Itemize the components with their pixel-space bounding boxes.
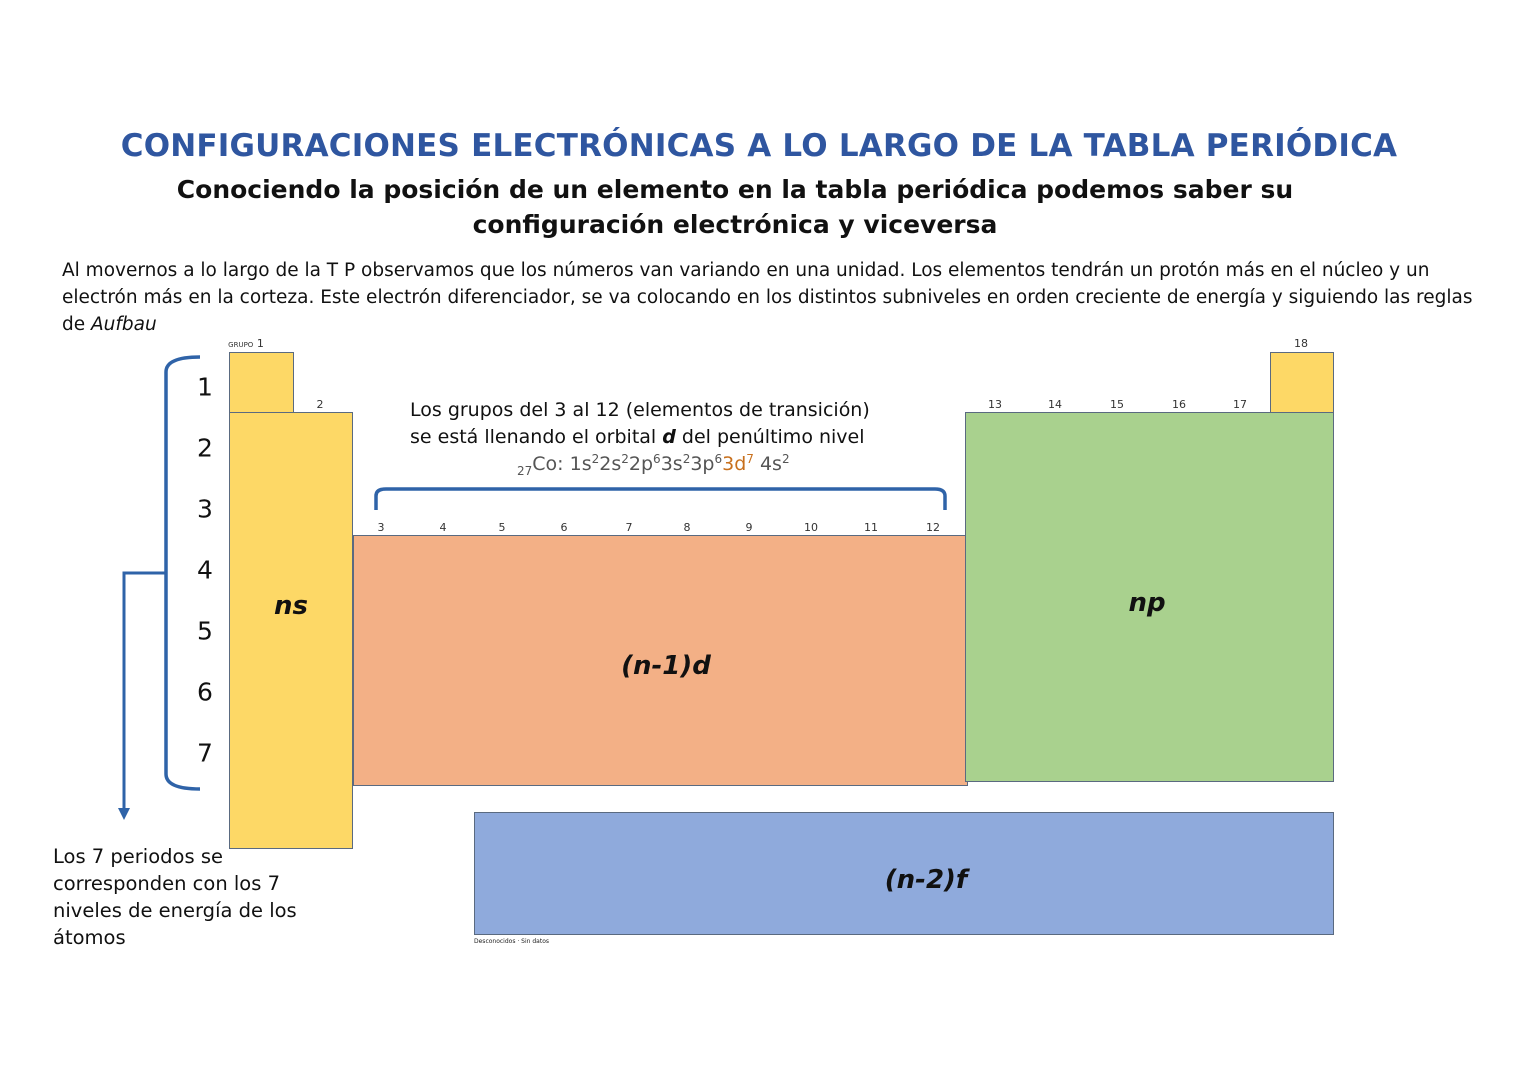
group-9-label: 9 bbox=[745, 521, 753, 534]
period-6-label: 6 bbox=[197, 677, 213, 707]
group-1-number: 1 bbox=[256, 337, 264, 350]
transition-bracket bbox=[376, 489, 945, 510]
group-1-label bbox=[228, 337, 264, 350]
p-block-label: np bbox=[1128, 588, 1166, 618]
group-4-label: 4 bbox=[439, 521, 447, 534]
config-term-2p: $2p^6$ bbox=[628, 452, 661, 475]
config-term-3p: $3p^6$ bbox=[690, 452, 723, 475]
group-8-label: 8 bbox=[683, 521, 691, 534]
group-14-label: 14 bbox=[1048, 398, 1062, 411]
cobalt-atomic-number: 27 bbox=[517, 464, 533, 478]
config-term-3s: $3s^2$ bbox=[660, 452, 691, 475]
period-3-label: 3 bbox=[197, 494, 213, 524]
period-1-label: 1 bbox=[197, 372, 213, 402]
period-7-label: 7 bbox=[197, 738, 213, 768]
periods-bracket bbox=[166, 357, 200, 789]
group-11-label: 11 bbox=[864, 521, 878, 534]
group-prefix: GRUPO bbox=[228, 341, 254, 349]
group-12-label: 12 bbox=[926, 521, 940, 534]
config-term-4s: $4s^2$ bbox=[753, 452, 790, 475]
period-4-label: 4 bbox=[197, 555, 213, 585]
config-term-2s: $2s^2$ bbox=[599, 452, 629, 475]
intro-paragraph bbox=[62, 257, 1482, 338]
config-term-3d-highlight: $3d^7$ bbox=[722, 452, 754, 475]
group-10-label: 10 bbox=[804, 521, 818, 534]
group-18-period-1 bbox=[1270, 352, 1334, 413]
subtitle: Conociendo la posición de un elemento en la tabla periódica podemos saber su configuración electrónica y viceversa bbox=[176, 175, 1294, 239]
period-2-label: 2 bbox=[197, 433, 213, 463]
transition-note-line-2-start: se está llenando el orbital bbox=[410, 426, 663, 448]
group-3-label: 3 bbox=[377, 521, 385, 534]
transition-note bbox=[410, 397, 970, 451]
transition-note-line-2-end: del penúltimo nivel bbox=[675, 426, 865, 448]
group-15-label: 15 bbox=[1110, 398, 1124, 411]
legend-tiny: Desconocidos · Sin datos bbox=[474, 938, 549, 945]
group-6-label: 6 bbox=[560, 521, 568, 534]
main-title: CONFIGURACIONES ELECTRÓNICAS A LO LARGO DE LA TABLA PERIÓDICA bbox=[120, 128, 1398, 164]
config-term-1s: $1s^2$ bbox=[563, 452, 600, 475]
periods-arrow-head bbox=[118, 808, 130, 820]
group-13-label: 13 bbox=[988, 398, 1002, 411]
group-17-label: 17 bbox=[1233, 398, 1247, 411]
orbital-d-letter: d bbox=[662, 426, 676, 448]
period-5-label: 5 bbox=[197, 616, 213, 646]
d-block-label: (n-1)d bbox=[621, 651, 711, 681]
group-18-label: 18 bbox=[1294, 337, 1308, 350]
periods-arrow-line bbox=[124, 573, 166, 810]
cobalt-configuration bbox=[517, 452, 790, 478]
f-block-label: (n-2)f bbox=[884, 865, 968, 895]
group-5-label: 5 bbox=[498, 521, 506, 534]
s-block-period-1 bbox=[229, 352, 294, 413]
s-block bbox=[229, 412, 353, 849]
periods-note: Los 7 periodos se corresponden con los 7 niveles de energía de los átomos bbox=[53, 845, 297, 949]
cobalt-symbol: Co: bbox=[532, 453, 564, 475]
group-7-label: 7 bbox=[625, 521, 633, 534]
transition-note-line-2 bbox=[410, 424, 970, 451]
group-16-label: 16 bbox=[1172, 398, 1186, 411]
intro-italic-aufbau: Aufbau bbox=[91, 314, 157, 335]
intro-text: Al movernos a lo largo de la T P observamos que los números van variando en una unidad. Los elementos tendrán un protón más en el núcleo y un electrón más en la corteza. Este electrón diferenciador, se va colocando en los distintos subniveles en orden creciente de energía y siguiendo las reglas de bbox=[62, 260, 1473, 335]
transition-note-line-1: Los grupos del 3 al 12 (elementos de transición) bbox=[410, 399, 870, 421]
s-block-label: ns bbox=[274, 591, 308, 621]
group-2-label: 2 bbox=[316, 398, 324, 411]
